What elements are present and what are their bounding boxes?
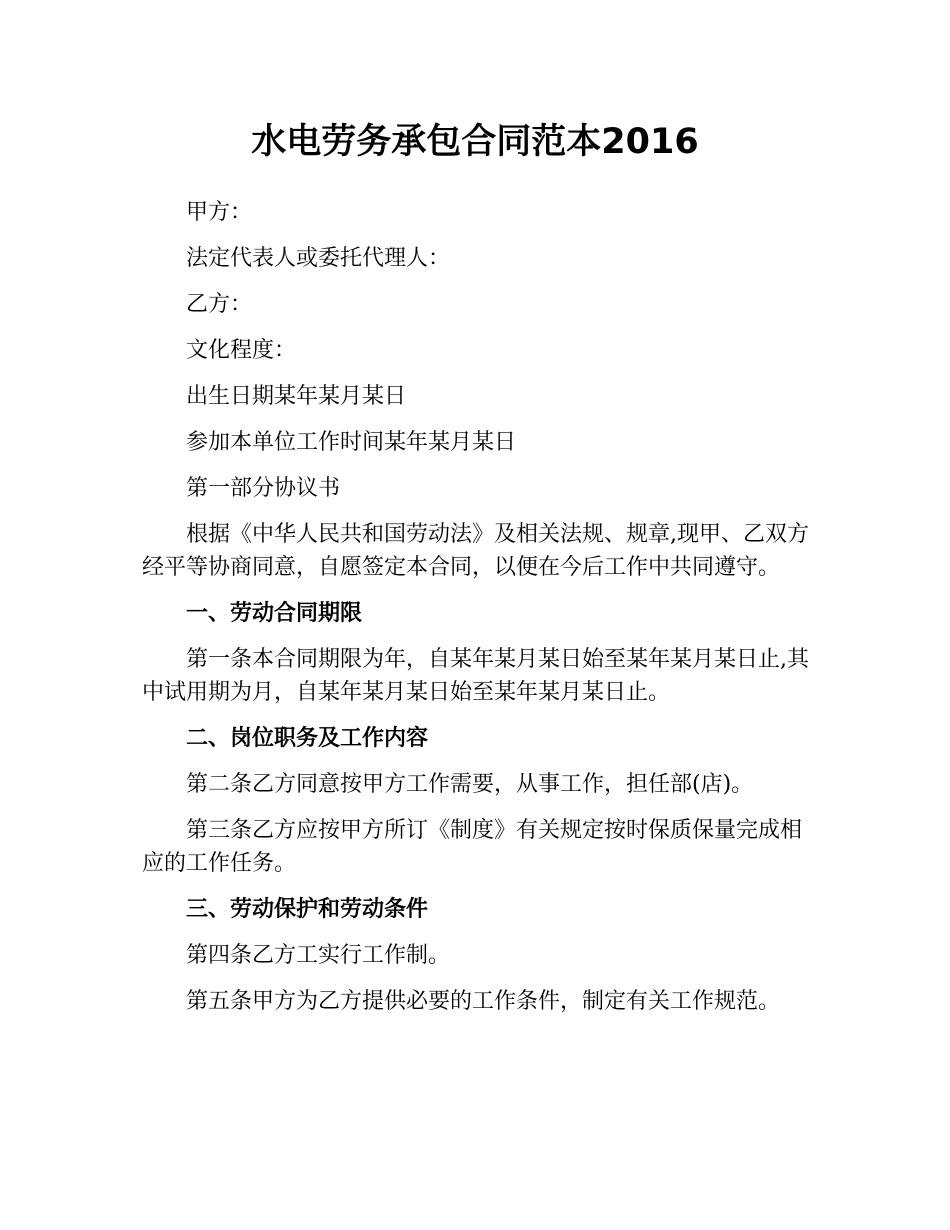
document-body — [142, 196, 814, 1031]
paragraph-party-b: 乙方： — [186, 292, 253, 317]
paragraph-preamble: 根据《中华人民共和国劳动法》及相关法规、规章,现甲、乙双方经平等协商同意，自愿签定本合同，以便在今后工作中共同遵守。 — [142, 522, 809, 580]
paragraph-part-one: 第一部分协议书 — [186, 476, 341, 501]
section-heading-labor-protection: 三、劳动保护和劳动条件 — [186, 897, 429, 922]
paragraph-article-3: 第三条乙方应按甲方所订《制度》有关规定按时保质保量完成相应的工作任务。 — [142, 818, 803, 876]
paragraph-party-a: 甲方： — [186, 200, 253, 225]
paragraph-article-1: 第一条本合同期限为年，自某年某月某日始至某年某月某日止,其中试用期为月，自某年某月某日始至某年某月某日止。 — [142, 647, 809, 705]
section-heading-job-duties: 二、岗位职务及工作内容 — [186, 726, 429, 751]
paragraph-article-2: 第二条乙方同意按甲方工作需要，从事工作，担任部(店)。 — [186, 772, 754, 797]
section-heading-contract-term: 一、劳动合同期限 — [186, 601, 363, 626]
paragraph-legal-representative: 法定代表人或委托代理人： — [186, 246, 451, 271]
document-title: 水电劳务承包合同范本2016 — [251, 122, 699, 162]
paragraph-join-date: 参加本单位工作时间某年某月某日 — [186, 430, 517, 455]
paragraph-article-4: 第四条乙方工实行工作制。 — [186, 943, 451, 968]
paragraph-education-level: 文化程度： — [186, 338, 297, 363]
paragraph-article-5: 第五条甲方为乙方提供必要的工作条件，制定有关工作规范。 — [186, 989, 781, 1014]
paragraph-birth-date: 出生日期某年某月某日 — [186, 384, 407, 409]
